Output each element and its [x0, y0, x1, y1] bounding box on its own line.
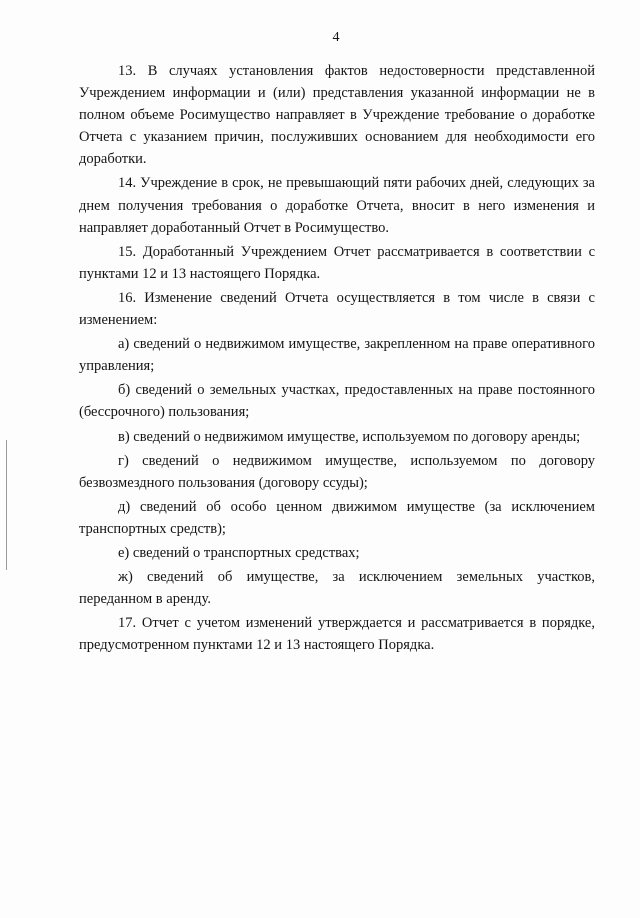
paragraph-13: 13. В случаях установления фактов недостоверности представленной Учреждением информации и (или) представления указанной информации не в полном объеме Росимущество направляет в Учреждение требование о доработке Отчета с указанием причин, послуживших основанием для необходимости его доработки. [79, 63, 595, 168]
paragraph-16: 16. Изменение сведений Отчета осуществляется в том числе в связи с изменением: [79, 289, 595, 329]
paragraph-14: 14. Учреждение в срок, не превышающий пяти рабочих дней, следующих за днем получения требования о доработке Отчета, вносит в него изменения и направляет доработанный Отчет в Росимущество. [79, 175, 595, 236]
list-item-v: в) сведений о недвижимом имуществе, используемом по договору аренды; [118, 428, 581, 445]
list-item-g: г) сведений о недвижимом имуществе, используемом по договору безвозмездного пользования (договору ссуды); [79, 452, 595, 491]
list-item-d: д) сведений об особо ценном движимом имуществе (за исключением транспортных средств); [79, 498, 595, 537]
list-item-a: а) сведений о недвижимом имуществе, закрепленном на праве оперативного управления; [79, 336, 595, 375]
paragraph-17: 17. Отчет с учетом изменений утверждается и рассматривается в порядке, предусмотренном пунктами 12 и 13 настоящего Порядка. [79, 615, 595, 654]
list-item-b: б) сведений о земельных участках, предоставленных на праве постоянного (бессрочного) пользования; [79, 382, 595, 421]
page-number: 4 [332, 30, 340, 45]
paragraph-15: 15. Доработанный Учреждением Отчет рассматривается в соответствии с пунктами 12 и 13 настоящего Порядка. [79, 243, 595, 282]
scan-edge-line [6, 440, 7, 570]
list-item-zh: ж) сведений об имуществе, за исключением земельных участков, переданном в аренду. [79, 569, 595, 608]
list-item-e: е) сведений о транспортных средствах; [118, 544, 360, 561]
document-body [79, 60, 595, 658]
